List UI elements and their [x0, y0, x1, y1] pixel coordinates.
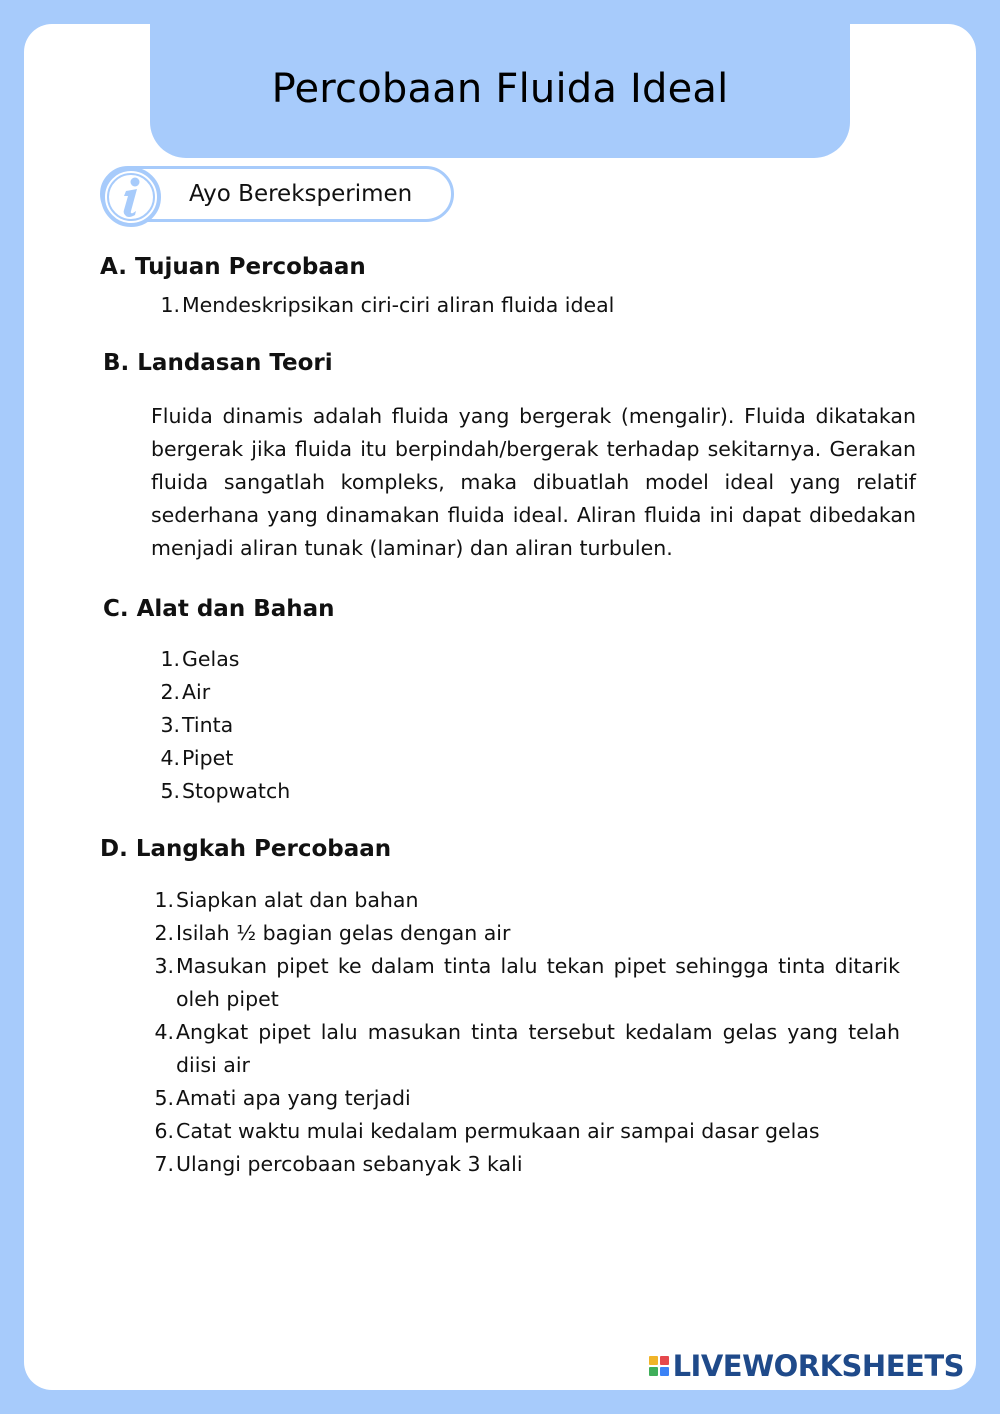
item-number: 4. [160, 746, 180, 770]
item-number: 5. [160, 779, 180, 803]
item-text: Siapkan alat dan bahan [176, 888, 419, 912]
item-number: 2. [160, 680, 180, 704]
objective-list [156, 289, 756, 322]
list-item [156, 289, 756, 322]
list-item [150, 1148, 900, 1181]
logo-block [660, 1356, 669, 1365]
list-item [156, 643, 556, 676]
item-number: 3. [160, 713, 180, 737]
list-item [156, 676, 556, 709]
page-title: Percobaan Fluida Ideal [271, 66, 729, 112]
logo-blocks-icon [649, 1356, 669, 1376]
item-number: 7. [154, 1152, 174, 1176]
item-text: Gelas [182, 647, 240, 671]
list-item [150, 917, 900, 950]
item-number: 1. [154, 888, 174, 912]
item-number: 4. [154, 1020, 174, 1044]
list-item [156, 742, 556, 775]
section-a-heading: A. Tujuan Percobaan [100, 254, 366, 280]
list-item [156, 709, 556, 742]
item-text: Air [182, 680, 211, 704]
info-label: Ayo Bereksperimen [189, 181, 413, 207]
item-text: Catat waktu mulai kedalam permukaan air sampai dasar gelas [176, 1119, 820, 1143]
list-item [156, 775, 556, 808]
item-number: 1. [160, 293, 180, 317]
section-c-heading: C. Alat dan Bahan [103, 596, 335, 622]
item-number: 2. [154, 921, 174, 945]
item-text: Stopwatch [182, 779, 291, 803]
section-d-heading: D. Langkah Percobaan [100, 836, 392, 862]
item-text: Amati apa yang terjadi [176, 1086, 411, 1110]
logo-block [649, 1356, 658, 1365]
steps-list [150, 884, 900, 1181]
item-number: 1. [160, 647, 180, 671]
logo-block [649, 1367, 658, 1376]
item-text: Mendeskripsikan ciri-ciri aliran fluida ideal [182, 293, 615, 317]
list-item [150, 1016, 900, 1082]
item-number: 3. [154, 954, 174, 978]
item-text: Masukan pipet ke dalam tinta lalu tekan pipet sehingga tinta ditarik oleh pipet [176, 954, 900, 1011]
info-icon [99, 165, 163, 229]
list-item [150, 1115, 900, 1148]
item-text: Tinta [182, 713, 234, 737]
watermark-text: LIVEWORKSHEETS [672, 1349, 964, 1383]
info-badge [100, 166, 454, 222]
item-number: 6. [154, 1119, 174, 1143]
logo-block [660, 1367, 669, 1376]
list-item [150, 1082, 900, 1115]
item-text: Ulangi percobaan sebanyak 3 kali [176, 1152, 523, 1176]
section-b-heading: B. Landasan Teori [103, 350, 333, 376]
worksheet-page [24, 24, 976, 1390]
item-text: Isilah ½ bagian gelas dengan air [176, 921, 511, 945]
item-text: Angkat pipet lalu masukan tinta tersebut kedalam gelas yang telah diisi air [176, 1020, 900, 1077]
theory-paragraph: Fluida dinamis adalah fluida yang bergerak (mengalir). Fluida dikatakan bergerak jika fluida itu berpindah/bergerak terhadap sekitarnya. Gerakan fluida sangatlah kompleks, maka dibuatlah model ideal yang relatif sederhana yang dinamakan fluida ideal. Aliran fluida ini dapat dibedakan menjadi aliran tunak (laminar) dan aliran turbulen. [151, 404, 916, 560]
materials-list [156, 643, 556, 808]
title-banner [150, 24, 850, 158]
list-item [150, 950, 900, 1016]
item-number: 5. [154, 1086, 174, 1110]
item-text: Pipet [182, 746, 234, 770]
list-item [150, 884, 900, 917]
liveworksheets-logo [649, 1348, 964, 1384]
